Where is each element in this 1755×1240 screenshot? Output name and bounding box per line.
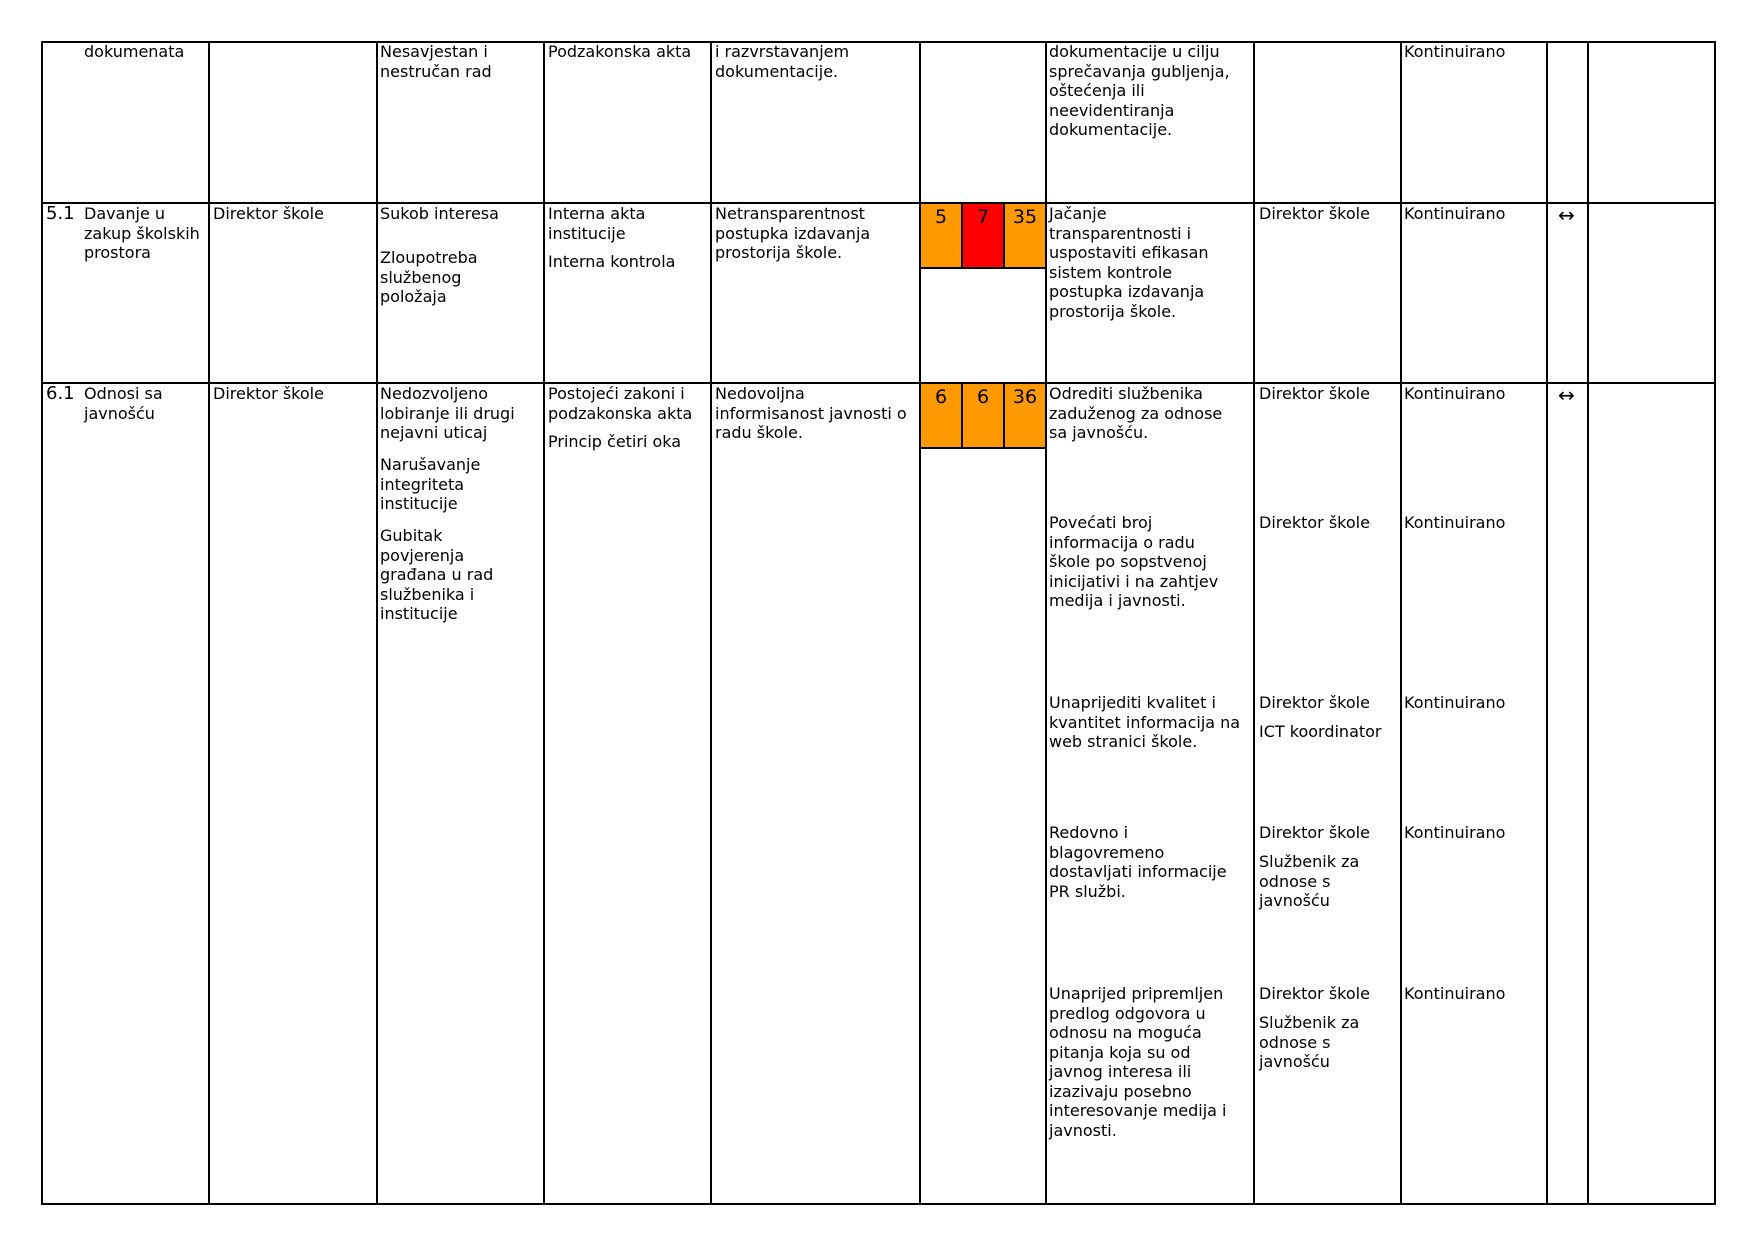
deadline-5-1: Kontinuirano (1404, 204, 1506, 223)
row-number-5-1: 5.1 (46, 203, 75, 224)
regulation-6-1-b: Princip četiri oka (548, 432, 682, 451)
measure-5-1: Jačanje transparentnosti i uspostaviti efikasan sistem kontrole postupka izdavanja prostorija škole. (1049, 204, 1209, 321)
responsible-5-1: Direktor škole (1259, 204, 1370, 223)
probability-cell-5-1: 5 (921, 204, 963, 269)
process-5-1: Davanje u zakup školskih prostora (84, 204, 200, 262)
prev-process: dokumenata (84, 42, 185, 61)
measure-6-1-3: Unaprijediti kvalitet i kvantitet informacija na web stranici škole. (1049, 693, 1241, 751)
prev-cause: i razvrstavanjem dokumentacije. (715, 42, 850, 81)
measure-6-1-1: Odrediti službenika zaduženog za odnose sa javnošću. (1049, 384, 1223, 442)
probability-cell-6-1: 6 (921, 384, 963, 449)
prev-regulation: Podzakonska akta (548, 42, 692, 61)
responsible-6-1-4-b: Službenik za odnose s javnošću (1259, 852, 1360, 910)
regulation-6-1-a: Postojeći zakoni i podzakonska akta (548, 384, 693, 423)
trend-icon-6-1: ↔ (1558, 383, 1575, 407)
prev-measure: dokumentacije u cilju sprečavanja gubljenja, oštećenja ili neevidentiranja dokumentacije. (1049, 42, 1230, 139)
measure-6-1-4: Redovno i blagovremeno dostavljati informacije PR službi. (1049, 823, 1227, 901)
responsible-6-1-3-b: ICT koordinator (1259, 722, 1382, 741)
trend-icon-5-1: ↔ (1558, 203, 1575, 227)
impact-cell-5-1: 7 (963, 204, 1005, 269)
deadline-6-1-2: Kontinuirano (1404, 513, 1506, 532)
deadline-6-1-4: Kontinuirano (1404, 823, 1506, 842)
table-bottom-border (41, 1203, 1716, 1205)
owner-5-1: Direktor škole (213, 204, 324, 223)
deadline-6-1-1: Kontinuirano (1404, 384, 1506, 403)
score-cell-5-1: 35 (1005, 204, 1047, 269)
impact-cell-6-1: 6 (963, 384, 1005, 449)
risk-5-1-b: Zloupotreba službenog položaja (380, 248, 478, 306)
measure-6-1-2: Povećati broj informacija o radu škole po sopstvenoj inicijativi i na zahtjev medija i javnosti. (1049, 513, 1219, 610)
col-line (1714, 41, 1716, 1205)
regulation-5-1-b: Interna kontrola (548, 252, 676, 271)
risk-6-1-c: Gubitak povjerenja građana u rad službenika i institucije (380, 526, 494, 623)
cause-6-1: Nedovoljna informisanost javnosti o radu škole. (715, 384, 907, 442)
responsible-6-1-1: Direktor škole (1259, 384, 1370, 403)
deadline-6-1-5: Kontinuirano (1404, 984, 1506, 1003)
prev-risk: Nesavjestan i nestručan rad (380, 42, 492, 81)
process-6-1: Odnosi sa javnošću (84, 384, 163, 423)
prev-deadline: Kontinuirano (1404, 42, 1506, 61)
measure-6-1-5: Unaprijed pripremljen predlog odgovora u odnosu na moguća pitanja koja su od javnog interesa ili izazivaju posebno interesovanje medija i javnosti. (1049, 984, 1227, 1140)
col-line (1253, 41, 1255, 1205)
col-line (41, 41, 43, 1205)
cause-5-1: Netransparentnost postupka izdavanja prostorija škole. (715, 204, 871, 262)
col-line (208, 41, 210, 1205)
responsible-6-1-3-a: Direktor škole (1259, 693, 1370, 712)
row-number-6-1: 6.1 (46, 383, 75, 404)
owner-6-1: Direktor škole (213, 384, 324, 403)
col-line (1546, 41, 1548, 1205)
col-line (710, 41, 712, 1205)
responsible-6-1-4-a: Direktor škole (1259, 823, 1370, 842)
responsible-6-1-2: Direktor škole (1259, 513, 1370, 532)
risk-6-1-a: Nedozvoljeno lobiranje ili drugi nejavni uticaj (380, 384, 515, 442)
risk-6-1-b: Narušavanje integriteta institucije (380, 455, 481, 513)
deadline-6-1-3: Kontinuirano (1404, 693, 1506, 712)
score-cell-6-1: 36 (1005, 384, 1047, 449)
responsible-6-1-5-a: Direktor škole (1259, 984, 1370, 1003)
responsible-6-1-5-b: Službenik za odnose s javnošću (1259, 1013, 1360, 1071)
regulation-5-1-a: Interna akta institucije (548, 204, 646, 243)
risk-5-1-a: Sukob interesa (380, 204, 499, 223)
col-line (1400, 41, 1402, 1205)
col-line (376, 41, 378, 1205)
col-line (1587, 41, 1589, 1205)
col-line (543, 41, 545, 1205)
